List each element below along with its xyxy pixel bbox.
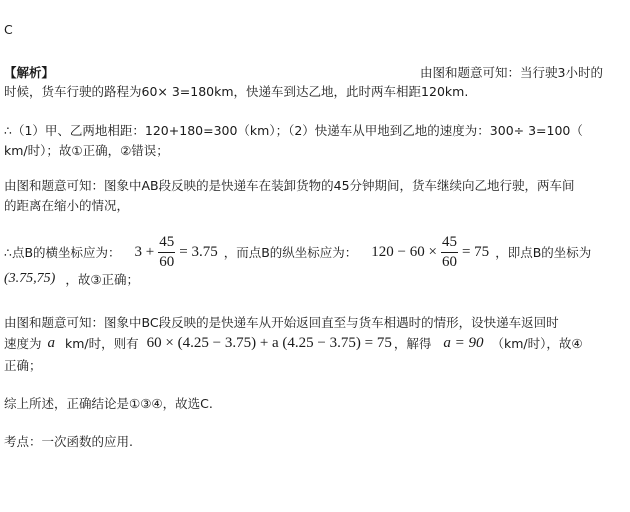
analysis-label: 【解析】 bbox=[4, 65, 55, 80]
equation: 60 × (4.25 − 3.75) + a (4.25 − 3.75) = 75 bbox=[146, 334, 392, 351]
unit-then: km/时，则有 bbox=[65, 336, 139, 351]
analysis-line2: 时候，货车行驶的路程为60× 3=180km，快递车到达乙地，此时两车相距120km. bbox=[4, 84, 469, 99]
summary: 综上所述，正确结论是①③④，故选C. bbox=[4, 396, 213, 411]
fraction-denominator: 60 bbox=[441, 253, 457, 270]
bc-equation-row bbox=[4, 331, 583, 355]
variable-a: a bbox=[47, 334, 56, 351]
speed-lead: 速度为 bbox=[4, 336, 42, 351]
fraction-numerator: 45 bbox=[441, 235, 458, 253]
solution: a = 90 bbox=[443, 334, 484, 351]
topic: 考点：一次函数的应用. bbox=[4, 434, 133, 449]
fraction-45-60-second bbox=[441, 235, 458, 270]
point-b-x-lead: ∴点B的横坐标应为： bbox=[4, 245, 121, 260]
distance-speed-line2: km/时）；故①正确，②错误； bbox=[4, 143, 169, 158]
formula-y-prefix: 120 − 60 × bbox=[371, 243, 437, 260]
solution-unit: （km/时），故④ bbox=[491, 336, 583, 351]
formula-x-prefix: 3 + bbox=[134, 243, 155, 260]
point-b-row bbox=[4, 233, 591, 271]
formula-x-result: = 3.75 bbox=[179, 243, 218, 260]
bc-segment-line1: 由图和题意可知：图象中BC段反映的是快递车从开始返回直至与货车相遇时的情形，设快递车返回时 bbox=[4, 315, 559, 330]
fraction-45-60 bbox=[158, 235, 175, 270]
point-b-y-lead: ，而点B的纵坐标应为： bbox=[223, 245, 358, 260]
point-b-coordinates: (3.75,75) bbox=[4, 271, 56, 286]
formula-y-result: = 75 bbox=[461, 243, 490, 260]
solve-lead: ，解得 bbox=[393, 336, 432, 351]
bc-segment-line3: 正确； bbox=[4, 358, 42, 373]
distance-speed-line1: ∴（1）甲、乙两地相距：120+180=300（km）；（2）快递车从甲地到乙地的速度为：300÷ 3=100（ bbox=[4, 123, 583, 138]
ab-segment-line2: 的距离在缩小的情况， bbox=[4, 198, 130, 213]
fraction-denominator: 60 bbox=[159, 253, 175, 270]
answer-letter: C bbox=[4, 22, 13, 37]
point-b-coord-lead: ，即点B的坐标为 bbox=[495, 245, 592, 260]
point-b-conclusion: ，故③正确； bbox=[65, 272, 140, 287]
fraction-numerator: 45 bbox=[158, 235, 175, 253]
ab-segment-line1: 由图和题意可知：图象中AB段反映的是快递车在装卸货物的45分钟期间，货车继续向乙地行驶，两车间 bbox=[4, 178, 575, 193]
analysis-line1: 由图和题意可知：当行驶3小时的 bbox=[420, 65, 603, 80]
point-b-coord-row bbox=[4, 270, 139, 288]
